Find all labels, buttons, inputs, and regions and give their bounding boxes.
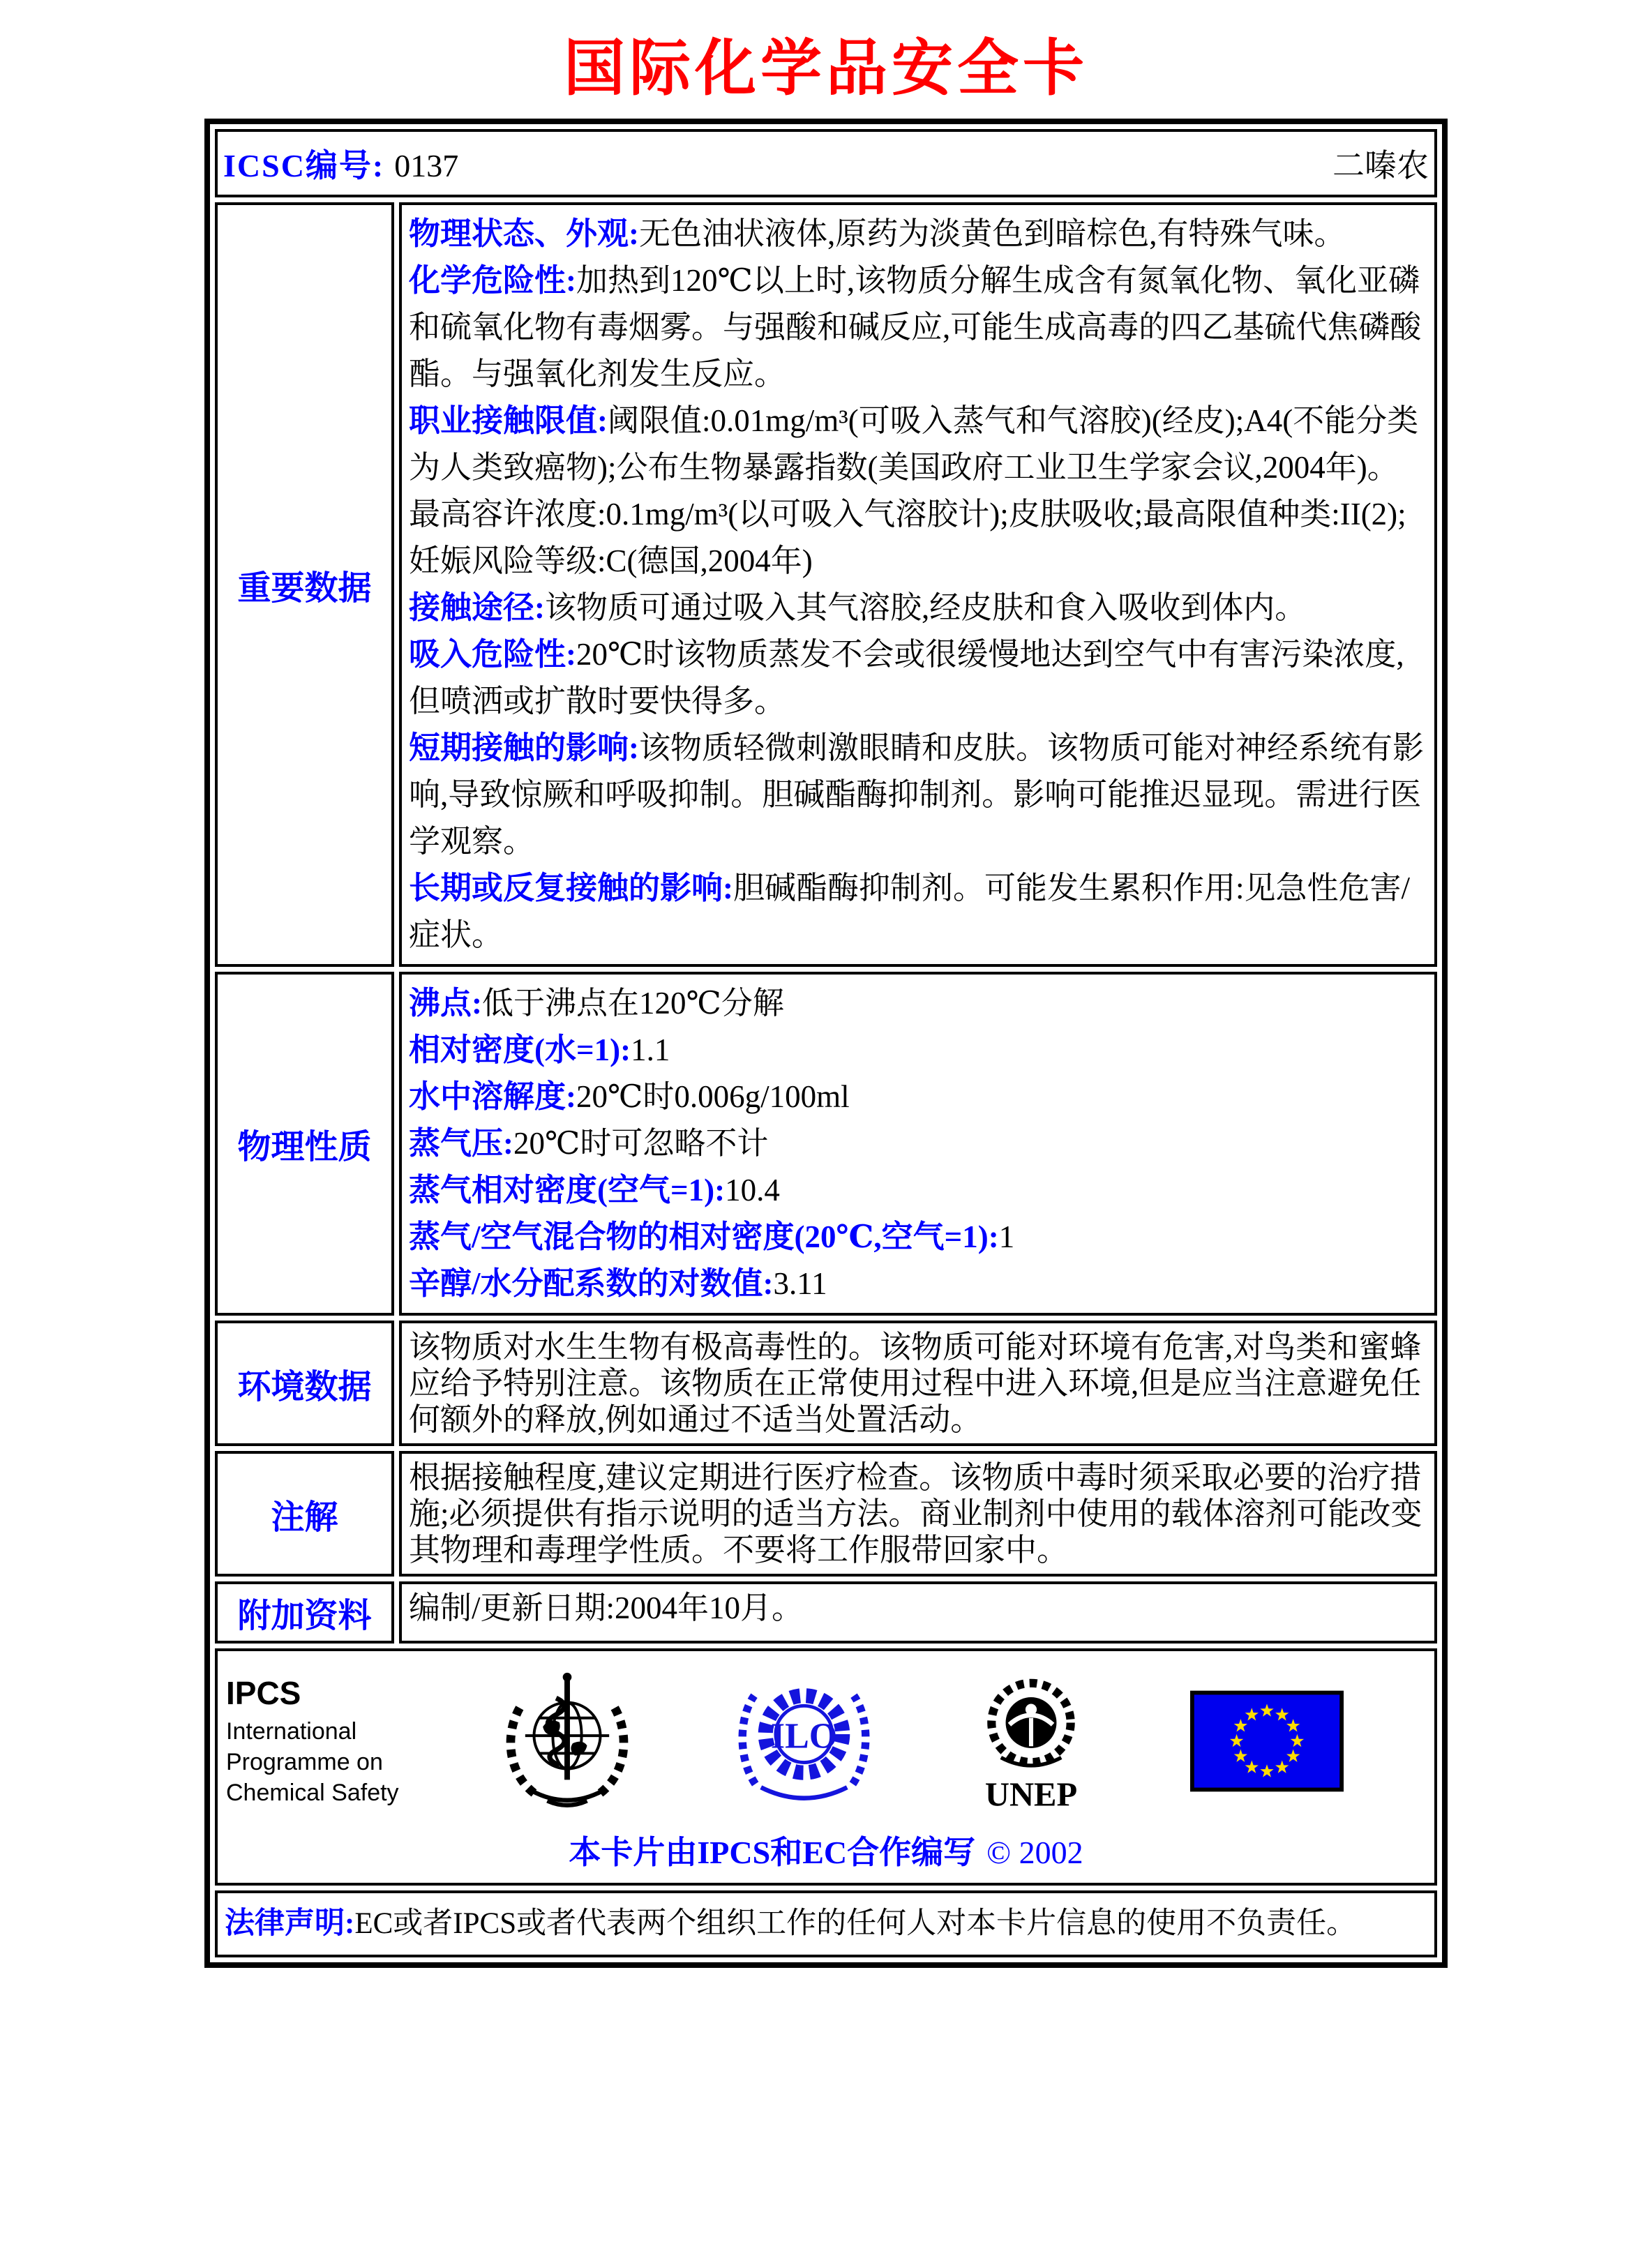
item-text: 阈限值:0.01mg/m³(可吸入蒸气和气溶胶)(经皮);A4(不能分类为人类致癌物);公布生物暴露指数(美国政府工业卫生学家会议,2004年)。最高容许浓度:0.1mg/m³(以可吸入气溶胶计);皮肤吸收;最高限值种类:II(2);妊娠风险等级:C(德国,2004年) bbox=[409, 403, 1419, 578]
item-text: 胆碱酯酶抑制剂。可能发生累积作用:见急性危害/症状。 bbox=[409, 871, 1411, 952]
item-text: 无色油状液体,原药为淡黄色到暗棕色,有特殊气味。 bbox=[639, 216, 1346, 251]
icsc-card bbox=[204, 119, 1448, 1968]
eu-flag bbox=[1190, 1690, 1344, 1792]
section-row-notes bbox=[215, 1451, 1437, 1577]
section-text: 编制/更新日期:2004年10月。 bbox=[409, 1590, 804, 1625]
item-text: 1.1 bbox=[631, 1032, 670, 1067]
section-label-physical-properties: 物理性质 bbox=[215, 972, 394, 1316]
credit-line bbox=[218, 1827, 1434, 1873]
section-content-physical-properties bbox=[399, 972, 1437, 1316]
item-text: 20℃时0.006g/100ml bbox=[576, 1079, 850, 1114]
data-item bbox=[409, 585, 1427, 631]
property-item bbox=[409, 980, 1427, 1027]
data-item bbox=[409, 631, 1427, 725]
page-title: 国际化学品安全卡 bbox=[563, 36, 1088, 103]
section-label-environmental-data: 环境数据 bbox=[215, 1321, 394, 1446]
item-text: 该物质可通过吸入其气溶胶,经皮肤和食入吸收到体内。 bbox=[545, 590, 1307, 625]
property-item bbox=[409, 1261, 1427, 1307]
ilo-logo bbox=[736, 1671, 872, 1812]
item-text: 3.11 bbox=[773, 1266, 827, 1301]
unep-caption: UNEP bbox=[984, 1775, 1078, 1812]
copyright: © 2002 bbox=[986, 1835, 1083, 1870]
item-label: 短期接触的影响: bbox=[409, 730, 639, 765]
item-text: 低于沸点在120℃分解 bbox=[482, 986, 784, 1021]
ipcs-acronym: IPCS bbox=[226, 1675, 301, 1711]
item-text: 20℃时可忽略不计 bbox=[513, 1126, 769, 1161]
property-item bbox=[409, 1214, 1427, 1261]
who-logo bbox=[501, 1669, 633, 1813]
section-content-environmental-data bbox=[399, 1321, 1437, 1446]
section-row-important-data bbox=[215, 202, 1437, 967]
section-row-additional-info bbox=[215, 1581, 1437, 1644]
svg-text:ILO: ILO bbox=[771, 1715, 838, 1756]
icsc-number-label: ICSC编号: bbox=[223, 148, 385, 183]
item-label: 相对密度(水=1): bbox=[409, 1032, 631, 1067]
item-label: 接触途径: bbox=[409, 590, 545, 625]
legal-notice-text: EC或者IPCS或者代表两个组织工作的任何人对本卡片信息的使用不负责任。 bbox=[354, 1907, 1357, 1940]
item-label: 职业接触限值: bbox=[409, 403, 608, 438]
item-label: 水中溶解度: bbox=[409, 1079, 576, 1114]
data-item bbox=[409, 257, 1427, 398]
item-label: 沸点: bbox=[409, 986, 482, 1021]
item-label: 蒸气压: bbox=[409, 1126, 513, 1161]
unep-logo bbox=[975, 1671, 1088, 1812]
credit-text: 本卡片由IPCS和EC合作编写 bbox=[569, 1835, 976, 1870]
item-label: 蒸气相对密度(空气=1): bbox=[409, 1173, 726, 1208]
item-label: 化学危险性: bbox=[409, 263, 576, 298]
section-content-notes bbox=[399, 1451, 1437, 1577]
header-row bbox=[215, 129, 1437, 197]
data-item bbox=[409, 725, 1427, 865]
item-text: 10.4 bbox=[725, 1173, 780, 1208]
logos-row bbox=[215, 1648, 1437, 1886]
data-item bbox=[409, 211, 1427, 257]
item-label: 物理状态、外观: bbox=[409, 216, 639, 251]
section-text: 根据接触程度,建议定期进行医疗检查。该物质中毒时须采取必要的治疗措施;必须提供有指示说明的适当方法。商业制剂中使用的载体溶剂可能改变其物理和毒理学性质。不要将工作服带回家中。 bbox=[409, 1460, 1422, 1567]
section-row-physical-properties bbox=[215, 972, 1437, 1316]
item-text: 1 bbox=[998, 1219, 1015, 1254]
legal-notice-label: 法律声明: bbox=[225, 1907, 355, 1940]
section-label-important-data: 重要数据 bbox=[215, 202, 394, 967]
data-item bbox=[409, 398, 1427, 585]
ipcs-block: IPCS International Programme on Chemical Safety bbox=[226, 1675, 399, 1806]
property-item bbox=[409, 1027, 1427, 1074]
section-content-important-data bbox=[399, 202, 1437, 967]
section-content-additional-info bbox=[399, 1581, 1437, 1644]
section-label-notes: 注解 bbox=[215, 1451, 394, 1577]
section-row-environmental-data bbox=[215, 1321, 1437, 1446]
item-text: 加热到120℃以上时,该物质分解生成含有氮氧化物、氧化亚磷和硫氧化物有毒烟雾。与强酸和碱反应,可能生成高毒的四乙基硫代焦磷酸酯。与强氧化剂发生反应。 bbox=[409, 263, 1422, 391]
item-text: 该物质轻微刺激眼睛和皮肤。该物质可能对神经系统有影响,导致惊厥和呼吸抑制。胆碱酯酶抑制剂。影响可能推迟显现。需进行医学观察。 bbox=[409, 730, 1425, 859]
section-label-additional-info: 附加资料 bbox=[215, 1581, 394, 1644]
chemical-name: 二嗪农 bbox=[1332, 148, 1429, 183]
item-label: 蒸气/空气混合物的相对密度(20℃,空气=1): bbox=[409, 1219, 999, 1254]
item-label: 吸入危险性: bbox=[409, 637, 576, 672]
data-item bbox=[409, 865, 1427, 958]
section-text: 该物质对水生生物有极高毒性的。该物质可能对环境有危害,对鸟类和蜜蜂应给予特别注意。该物质在正常使用过程中进入环境,但是应当注意避免任何额外的释放,例如通过不适当处置活动。 bbox=[409, 1330, 1422, 1437]
icsc-number-value: 0137 bbox=[394, 148, 459, 183]
item-label: 长期或反复接触的影响: bbox=[409, 871, 733, 905]
item-label: 辛醇/水分配系数的对数值: bbox=[409, 1266, 774, 1301]
legal-row bbox=[215, 1890, 1437, 1957]
property-item bbox=[409, 1120, 1427, 1167]
property-item bbox=[409, 1074, 1427, 1120]
item-text: 20℃时该物质蒸发不会或很缓慢地达到空气中有害污染浓度,但喷洒或扩散时要快得多。 bbox=[409, 637, 1404, 719]
property-item bbox=[409, 1167, 1427, 1214]
